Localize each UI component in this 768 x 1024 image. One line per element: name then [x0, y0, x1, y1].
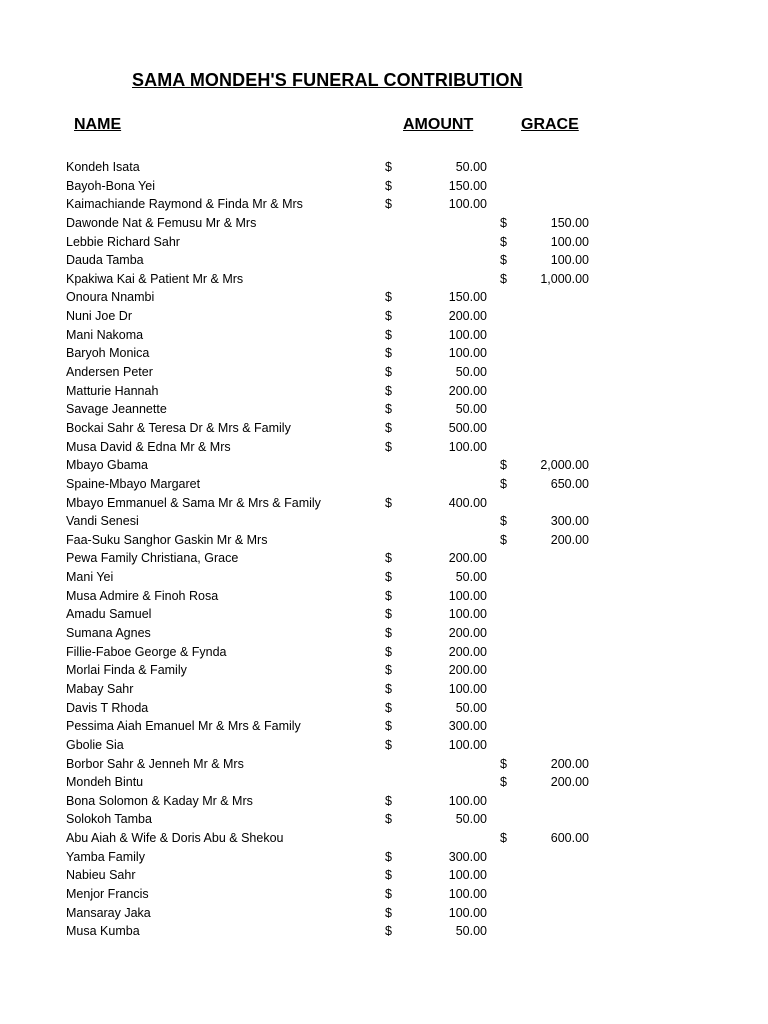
contributor-name: Baryoh Monica — [66, 346, 150, 361]
contribution-row — [0, 866, 768, 885]
contributor-name: Onoura Nnambi — [66, 290, 155, 305]
contributor-name: Abu Aiah & Wife & Doris Abu & Shekou — [66, 831, 284, 846]
amount-currency-symbol: $ — [385, 849, 392, 864]
grace-value: 2,000.00 — [540, 458, 589, 473]
amount-currency-symbol: $ — [385, 327, 392, 342]
amount-currency-symbol: $ — [385, 588, 392, 603]
contributor-name: Nuni Joe Dr — [66, 309, 132, 324]
amount-value: 100.00 — [448, 681, 487, 696]
contributor-name: Dauda Tamba — [66, 253, 144, 268]
amount-currency-symbol: $ — [385, 868, 392, 883]
contribution-row — [0, 531, 768, 550]
contributor-name: Matturie Hannah — [66, 383, 159, 398]
contributor-name: Pessima Aiah Emanuel Mr & Mrs & Family — [66, 719, 301, 734]
contributor-name: Amadu Samuel — [66, 607, 152, 622]
amount-value: 100.00 — [448, 886, 487, 901]
amount-currency-symbol: $ — [385, 719, 392, 734]
grace-value: 100.00 — [550, 234, 589, 249]
grace-currency-symbol: $ — [500, 234, 507, 249]
contributor-name: Bona Solomon & Kaday Mr & Mrs — [66, 793, 253, 808]
contributor-name: Bockai Sahr & Teresa Dr & Mrs & Family — [66, 420, 291, 435]
contributor-name: Nabieu Sahr — [66, 868, 136, 883]
amount-value: 100.00 — [448, 346, 487, 361]
amount-currency-symbol: $ — [385, 346, 392, 361]
contributor-name: Faa-Suku Sanghor Gaskin Mr & Mrs — [66, 532, 268, 547]
contributor-name: Gbolie Sia — [66, 737, 124, 752]
contribution-row — [0, 624, 768, 643]
contribution-row — [0, 195, 768, 214]
amount-currency-symbol: $ — [385, 607, 392, 622]
contribution-row — [0, 885, 768, 904]
amount-value: 100.00 — [448, 327, 487, 342]
amount-currency-symbol: $ — [385, 402, 392, 417]
grace-currency-symbol: $ — [500, 756, 507, 771]
grace-currency-symbol: $ — [500, 215, 507, 230]
contributor-name: Mani Yei — [66, 570, 114, 585]
grace-value: 300.00 — [550, 514, 589, 529]
contributor-name: Borbor Sahr & Jenneh Mr & Mrs — [66, 756, 244, 771]
contributor-name: Andersen Peter — [66, 365, 153, 380]
grace-column-header: GRACE — [521, 116, 579, 133]
contribution-row — [0, 512, 768, 531]
grace-currency-symbol: $ — [500, 775, 507, 790]
amount-currency-symbol: $ — [385, 626, 392, 641]
contribution-row — [0, 382, 768, 401]
grace-value: 200.00 — [550, 532, 589, 547]
contribution-row — [0, 233, 768, 252]
contributor-name: Bayoh-Bona Yei — [66, 178, 155, 193]
amount-value: 150.00 — [448, 290, 487, 305]
amount-value: 300.00 — [448, 849, 487, 864]
contributor-name: Musa David & Edna Mr & Mrs — [66, 439, 231, 454]
amount-currency-symbol: $ — [385, 681, 392, 696]
contribution-row — [0, 922, 768, 941]
contributor-name: Lebbie Richard Sahr — [66, 234, 180, 249]
contribution-list — [0, 158, 768, 941]
name-column-header: NAME — [74, 116, 122, 133]
amount-value: 200.00 — [448, 309, 487, 324]
contribution-row — [0, 400, 768, 419]
contribution-row — [0, 549, 768, 568]
contribution-row — [0, 288, 768, 307]
amount-currency-symbol: $ — [385, 644, 392, 659]
contribution-row — [0, 475, 768, 494]
contribution-row — [0, 680, 768, 699]
grace-value: 150.00 — [550, 215, 589, 230]
amount-value: 150.00 — [448, 178, 487, 193]
contributor-name: Dawonde Nat & Femusu Mr & Mrs — [66, 215, 257, 230]
contribution-row — [0, 810, 768, 829]
amount-currency-symbol: $ — [385, 663, 392, 678]
contribution-row — [0, 438, 768, 457]
amount-currency-symbol: $ — [385, 793, 392, 808]
contribution-row — [0, 177, 768, 196]
amount-currency-symbol: $ — [385, 570, 392, 585]
contribution-row — [0, 456, 768, 475]
amount-currency-symbol: $ — [385, 197, 392, 212]
amount-value: 300.00 — [448, 719, 487, 734]
amount-value: 200.00 — [448, 626, 487, 641]
amount-currency-symbol: $ — [385, 309, 392, 324]
amount-value: 50.00 — [455, 812, 487, 827]
amount-value: 100.00 — [448, 588, 487, 603]
contributor-name: Kaimachiande Raymond & Finda Mr & Mrs — [66, 197, 303, 212]
contributor-name: Mbayo Emmanuel & Sama Mr & Mrs & Family — [66, 495, 321, 510]
contribution-row — [0, 270, 768, 289]
contribution-row — [0, 699, 768, 718]
amount-value: 500.00 — [448, 420, 487, 435]
contributor-name: Yamba Family — [66, 849, 145, 864]
amount-value: 50.00 — [455, 924, 487, 939]
contributor-name: Fillie-Faboe George & Fynda — [66, 644, 227, 659]
contribution-row — [0, 736, 768, 755]
contribution-row — [0, 587, 768, 606]
contributor-name: Savage Jeannette — [66, 402, 167, 417]
contributor-name: Kondeh Isata — [66, 160, 140, 174]
contribution-row — [0, 251, 768, 270]
amount-currency-symbol: $ — [385, 383, 392, 398]
contribution-row — [0, 848, 768, 867]
amount-value: 50.00 — [455, 700, 487, 715]
grace-currency-symbol: $ — [500, 831, 507, 846]
amount-value: 200.00 — [448, 644, 487, 659]
grace-currency-symbol: $ — [500, 514, 507, 529]
contributor-name: Musa Admire & Finoh Rosa — [66, 588, 219, 603]
contributor-name: Sumana Agnes — [66, 626, 151, 641]
amount-value: 50.00 — [455, 402, 487, 417]
contribution-row — [0, 605, 768, 624]
contributor-name: Menjor Francis — [66, 886, 149, 901]
grace-currency-symbol: $ — [500, 458, 507, 473]
amount-value: 50.00 — [455, 570, 487, 585]
contribution-row — [0, 214, 768, 233]
amount-value: 200.00 — [448, 551, 487, 566]
amount-currency-symbol: $ — [385, 290, 392, 305]
contributor-name: Musa Kumba — [66, 924, 140, 939]
amount-value: 200.00 — [448, 663, 487, 678]
contribution-row — [0, 717, 768, 736]
grace-value: 200.00 — [550, 756, 589, 771]
grace-value: 1,000.00 — [540, 271, 589, 286]
amount-currency-symbol: $ — [385, 700, 392, 715]
amount-column-header: AMOUNT — [403, 116, 474, 133]
contribution-row — [0, 419, 768, 438]
amount-currency-symbol: $ — [385, 812, 392, 827]
contributor-name: Davis T Rhoda — [66, 700, 149, 715]
contribution-row — [0, 755, 768, 774]
amount-value: 400.00 — [448, 495, 487, 510]
amount-value: 100.00 — [448, 197, 487, 212]
grace-value: 100.00 — [550, 253, 589, 268]
contributor-name: Mabay Sahr — [66, 681, 134, 696]
contributor-name: Mani Nakoma — [66, 327, 144, 342]
contribution-row — [0, 643, 768, 662]
grace-currency-symbol: $ — [500, 532, 507, 547]
grace-value: 650.00 — [550, 476, 589, 491]
contributor-name: Spaine-Mbayo Margaret — [66, 476, 201, 491]
amount-currency-symbol: $ — [385, 178, 392, 193]
contribution-row — [0, 344, 768, 363]
contribution-row — [0, 158, 768, 177]
amount-value: 100.00 — [448, 793, 487, 808]
contribution-row — [0, 792, 768, 811]
contribution-row — [0, 829, 768, 848]
amount-currency-symbol: $ — [385, 905, 392, 920]
contributor-name: Morlai Finda & Family — [66, 663, 187, 678]
contributor-name: Vandi Senesi — [66, 514, 139, 529]
amount-value: 100.00 — [448, 905, 487, 920]
amount-value: 100.00 — [448, 737, 487, 752]
contribution-row — [0, 773, 768, 792]
amount-value: 100.00 — [448, 607, 487, 622]
contribution-row — [0, 307, 768, 326]
amount-currency-symbol: $ — [385, 495, 392, 510]
amount-currency-symbol: $ — [385, 886, 392, 901]
contribution-row — [0, 904, 768, 923]
contributor-name: Pewa Family Christiana, Grace — [66, 551, 239, 566]
contribution-row — [0, 326, 768, 345]
grace-currency-symbol: $ — [500, 271, 507, 286]
amount-currency-symbol: $ — [385, 439, 392, 454]
contribution-row — [0, 494, 768, 513]
grace-value: 600.00 — [550, 831, 589, 846]
grace-currency-symbol: $ — [500, 253, 507, 268]
amount-currency-symbol: $ — [385, 737, 392, 752]
amount-value: 50.00 — [455, 160, 487, 174]
amount-currency-symbol: $ — [385, 924, 392, 939]
amount-currency-symbol: $ — [385, 551, 392, 566]
page-title: SAMA MONDEH'S FUNERAL CONTRIBUTION — [132, 70, 523, 90]
amount-currency-symbol: $ — [385, 420, 392, 435]
amount-value: 50.00 — [455, 365, 487, 380]
contributor-name: Mondeh Bintu — [66, 775, 144, 790]
amount-value: 100.00 — [448, 868, 487, 883]
contribution-row — [0, 363, 768, 382]
amount-value: 100.00 — [448, 439, 487, 454]
contributor-name: Kpakiwa Kai & Patient Mr & Mrs — [66, 271, 244, 286]
amount-currency-symbol: $ — [385, 160, 392, 174]
contributor-name: Mansaray Jaka — [66, 905, 151, 920]
amount-value: 200.00 — [448, 383, 487, 398]
contribution-row — [0, 661, 768, 680]
grace-currency-symbol: $ — [500, 476, 507, 491]
amount-currency-symbol: $ — [385, 365, 392, 380]
contributor-name: Solokoh Tamba — [66, 812, 152, 827]
grace-value: 200.00 — [550, 775, 589, 790]
contribution-row — [0, 568, 768, 587]
contributor-name: Mbayo Gbama — [66, 458, 148, 473]
